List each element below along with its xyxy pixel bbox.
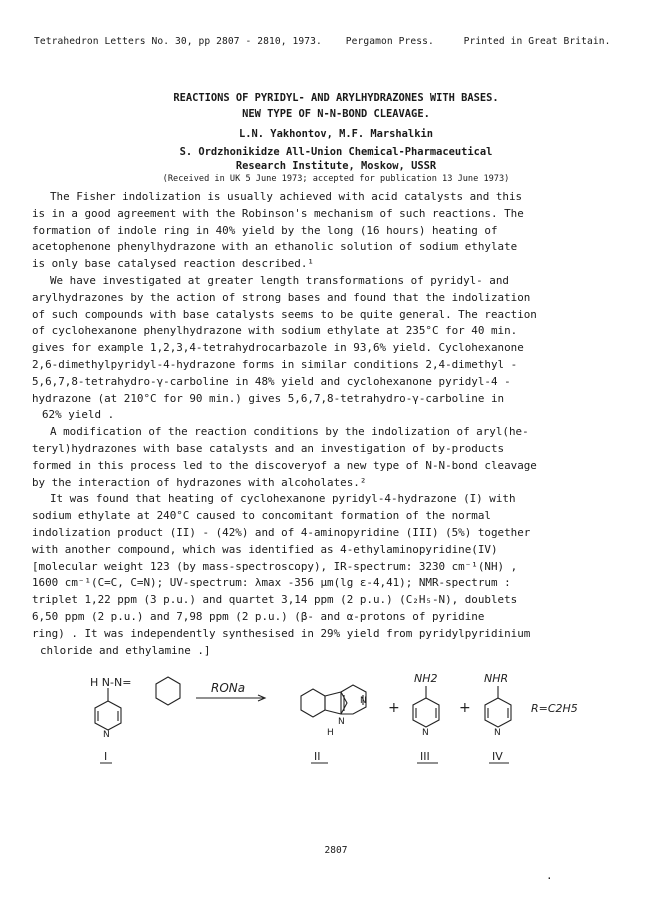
text-line: is only base catalysed reaction described.¹ (32, 257, 314, 271)
pyridine-ring-III (413, 698, 439, 727)
article-title-line-1: REACTIONS OF PYRIDYL- AND ARYLHYDRAZONES WITH BASES. (173, 92, 499, 104)
indole-nitrogen-label: N (338, 717, 345, 727)
text-line: formation of indole ring in 40% yield by the long (16 hours) heating of (32, 223, 498, 237)
text-line: 6,50 ppm (2 p.u.) and 7,98 ppm (2 p.u.) (β- and α-protons of pyridine (32, 609, 485, 623)
affiliation-line-2: Research Institute, Moskow, USSR (235, 160, 437, 172)
text-line: gives for example 1,2,3,4-tetrahydrocarbazole in 93,6% yield. Cyclohexanone (32, 341, 524, 355)
compound-label-IV: IV (492, 750, 503, 763)
text-line: 1600 cm⁻¹(C=C, C=N); UV-spectrum: λmax -356 μm(lg ε-4,41); NMR-spectrum : (32, 576, 511, 590)
text-line: [molecular weight 123 (by mass-spectroscopy), IR-spectrum: 3230 cm⁻¹(NH) , (32, 559, 518, 573)
text-line: of cyclohexanone phenylhydrazone with sodium ethylate at 235°C for 40 min. (32, 324, 518, 338)
text-line: 2,6-dimethylpyridyl-4-hydrazone forms in similar conditions 2,4-dimethyl - (32, 357, 518, 371)
text-line: indolization product (II) - (42%) and of 4-aminopyridine (III) (5%) together (32, 525, 531, 539)
reaction-scheme (0, 668, 672, 798)
text-line: A modification of the reaction conditions by the indolization of aryl(he- (50, 425, 529, 439)
ring-nitrogen-label: N (494, 728, 501, 738)
affiliation-line-1: S. Ordzhonikidze All-Union Chemical-Pharmaceutical (179, 146, 493, 158)
plus-sign: + (459, 700, 471, 716)
compound-label-II: II (314, 750, 321, 763)
footer-mark: . (546, 869, 553, 882)
text-line: of such compounds with base catalysts seems to be quite general. The reaction (32, 307, 537, 321)
plus-sign: + (388, 700, 400, 716)
text-line: 5,6,7,8-tetrahydro-γ-carboline in 48% yield and cyclohexanone pyridyl-4 - (32, 374, 511, 388)
article-body (32, 189, 644, 659)
cyclohexene-ring-II (301, 689, 325, 717)
paragraph (32, 424, 644, 491)
ring-nitrogen-label: N (360, 696, 367, 706)
text-line: is in a good agreement with the Robinson's mechanism of such reactions. The (32, 206, 524, 220)
authors: L.N. Yakhontov, M.F. Marshalkin (239, 128, 433, 140)
pyridine-ring-IV (485, 698, 511, 727)
text-line: 62% yield . (42, 408, 115, 422)
journal-citation: Tetrahedron Letters No. 30, pp 2807 - 2810, 1973. (34, 36, 322, 47)
compound-label-III: III (420, 750, 430, 763)
text-line: chloride and ethylamine .] (40, 643, 211, 657)
paragraph (32, 491, 644, 659)
printed-in: Printed in Great Britain. (463, 36, 611, 47)
text-line: triplet 1,22 ppm (3 p.u.) and quartet 3,14 ppm (2 p.u.) (C₂H₅-N), doublets (32, 593, 518, 607)
received-dates: (Received in UK 5 June 1973; accepted for publication 13 June 1973) (162, 174, 510, 184)
ring-nitrogen-label: N (422, 728, 429, 738)
page-number: 2807 (324, 845, 348, 856)
text-line: with another compound, which was identified as 4-ethylaminopyridine(IV) (32, 542, 498, 556)
paragraph (32, 189, 644, 273)
text-line: acetophenone phenylhydrazone with an ethanolic solution of sodium ethylate (32, 240, 518, 254)
text-line: ring) . It was independently synthesised in 29% yield from pyridylpyridinium (32, 626, 531, 640)
text-line: sodium ethylate at 240°C caused to concomitant formation of the normal (32, 509, 491, 523)
text-line: The Fisher indolization is usually achieved with acid catalysts and this (50, 190, 523, 203)
ring-nitrogen-label: N (103, 730, 110, 740)
compound-label-I: I (104, 750, 108, 763)
running-header (34, 36, 644, 47)
text-line: by the interaction of hydrazones with alcoholates.² (32, 475, 367, 489)
article-title-line-2: NEW TYPE OF N-N-BOND CLEAVAGE. (242, 108, 430, 120)
text-line: We have investigated at greater length transformations of pyridyl- and (50, 273, 509, 287)
cyclohexane-ring (156, 677, 180, 705)
pyridine-ring-I (95, 701, 121, 730)
publisher: Pergamon Press. (345, 36, 434, 47)
reagent-label: RONa (211, 681, 246, 695)
text-line: hydrazone (at 210°C for 90 min.) gives 5,6,7,8-tetrahydro-γ-carboline in (32, 391, 505, 405)
substituent-definition: R=C2H5 (531, 702, 578, 715)
text-line: It was found that heating of cyclohexanone pyridyl-4-hydrazone (I) with (50, 492, 516, 506)
paragraph (32, 273, 644, 424)
indole-h-label: H (327, 728, 334, 738)
text-line: teryl)hydrazones with base catalysts and an investigation of by-products (32, 441, 505, 455)
hydrazone-label: H N-N= (90, 676, 132, 689)
text-line: formed in this process led to the discoveryof a new type of N-N-bond cleavage (32, 458, 537, 472)
text-line: arylhydrazones by the action of strong bases and found that the indolization (32, 290, 531, 304)
alkylamino-group-label: NHR (484, 672, 509, 685)
amino-group-label: NH2 (414, 672, 438, 685)
